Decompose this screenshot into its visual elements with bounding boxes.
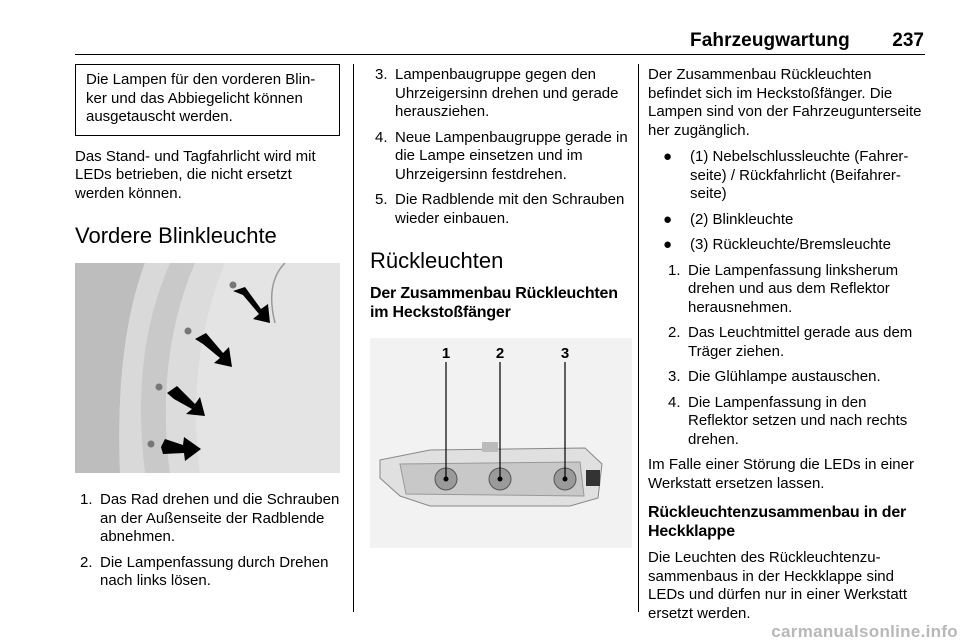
paragraph-led: Das Stand- und Tagfahrlicht wird mit LEDs betrieben, die nicht ersetzt werden können. — [75, 147, 316, 202]
rear-lamp-illustration — [370, 338, 632, 548]
list-item: 4. Die Lampenfassung in den Reflektor setzen und nach rechts drehen. — [668, 393, 908, 448]
header-rule — [75, 54, 925, 55]
column-divider-1 — [353, 64, 354, 612]
list-item: 2. Das Leuchtmittel gerade aus dem Träger ziehen. — [668, 324, 913, 360]
watermark: carmanualsonline.info — [771, 622, 958, 641]
figure-wheel-arch — [75, 263, 340, 473]
list-item: 3. Die Glühlampe austauschen. — [668, 368, 881, 385]
list-item: 1. Das Rad drehen und die Schrauben an der Außenseite der Radblende abnehmen. — [80, 491, 340, 545]
paragraph-heckklappe: Die Leuchten des Rückleuchtenzusammenbaus in der Heckklappe sind LEDs und dürfen nur in einer Werkstatt ersetzt werden. — [648, 549, 908, 622]
bullet-list-lamps — [648, 148, 928, 255]
subheading-heckstossfaenger: Der Zusammenbau Rückleuchten im Heckstoßfänger — [370, 285, 618, 321]
figure-label-1: 1 — [441, 345, 451, 362]
list-item: 3. Lampenbaugruppe gegen den Uhrzeigersinn drehen und gerade herausziehen. — [375, 66, 619, 120]
paragraph-intro: Der Zusammenbau Rückleuchten befindet sich im Heckstoßfänger. Die Lampen sind von der Fahrzeugunterseite her zugänglich. — [648, 66, 922, 139]
column-3 — [648, 64, 928, 623]
steps-list-col2 — [370, 66, 632, 228]
list-item: 5. Die Radblende mit den Schrauben wieder einbauen. — [375, 191, 625, 227]
list-item: 4. Neue Lampenbaugruppe gerade in die Lampe einsetzen und im Uhrzeigersinn festdrehen. — [375, 128, 628, 183]
wheel-arch-illustration — [75, 263, 340, 473]
heading-rueckleuchten: Rückleuchten — [370, 248, 504, 273]
figure-label-2: 2 — [495, 345, 505, 362]
list-item: 2. Die Lampenfassung durch Drehen nach links lösen. — [80, 553, 329, 589]
steps-list-col3 — [648, 262, 928, 450]
figure-rear-lamp — [370, 338, 632, 548]
figure-label-3: 3 — [560, 345, 570, 362]
list-item: ● (2) Blinkleuchte — [663, 210, 794, 228]
notice-text: Die Lampen für den vorderen Blinker und das Abbiegelicht können ausgetauscht werden. — [86, 71, 316, 125]
list-item: ● (1) Nebelschlussleuchte (Fahrerseite) / Rückfahrlicht (Beifahrerseite) — [663, 148, 909, 202]
list-item: ● (3) Rückleuchte/Bremsleuchte — [663, 236, 891, 253]
column-1 — [75, 64, 340, 598]
page-number: 237 — [892, 30, 924, 51]
notice-box — [75, 64, 340, 136]
column-2 — [370, 64, 632, 548]
column-divider-2 — [638, 64, 639, 612]
steps-list-col1 — [75, 491, 340, 591]
running-header-title: Fahrzeugwartung — [690, 30, 850, 51]
subheading-heckklappe: Rückleuchtenzusammenbau in der Heckklappe — [648, 504, 907, 540]
list-item: 1. Die Lampenfassung linksherum drehen und aus dem Reflektor herausnehmen. — [668, 261, 899, 316]
paragraph-stoerung: Im Falle einer Störung die LEDs in einer Werkstatt ersetzen lassen. — [648, 456, 914, 492]
heading-vordere-blinkleuchte: Vordere Blinkleuchte — [75, 223, 277, 248]
